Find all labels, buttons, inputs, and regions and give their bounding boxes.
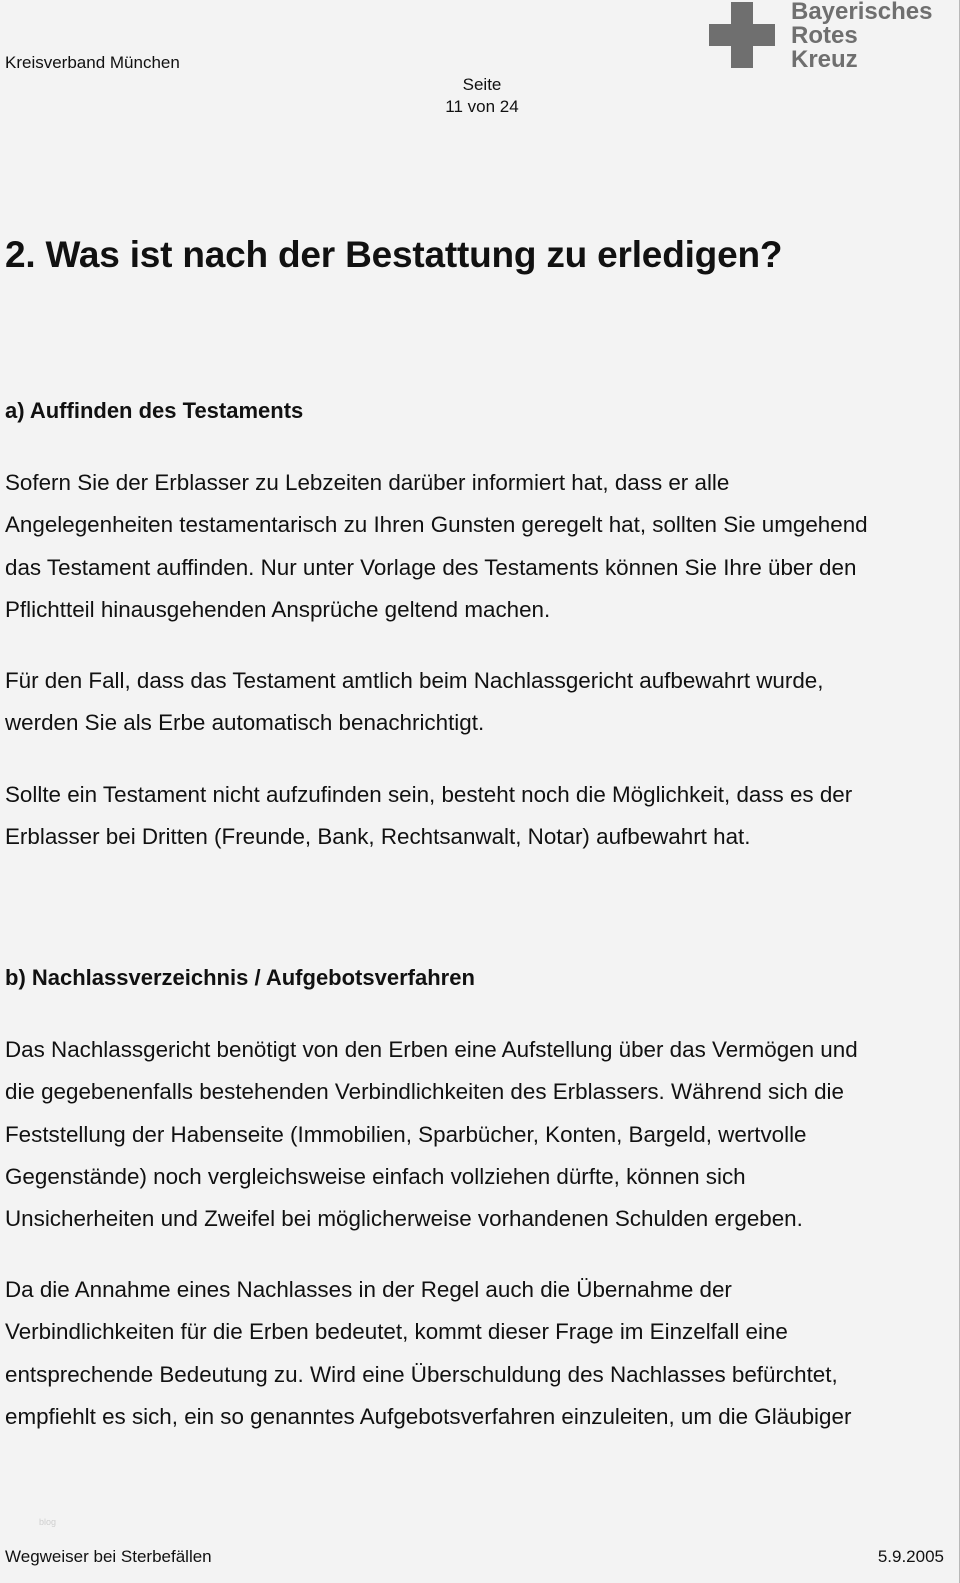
section-b-paragraph-2	[5, 1269, 950, 1438]
text-line: Das Nachlassgericht benötigt von den Erben eine Aufstellung über das Vermögen und	[5, 1037, 858, 1062]
watermark: blog	[39, 1517, 57, 1527]
text-line: die gegebenenfalls bestehenden Verbindlichkeiten des Erblassers. Während sich die	[5, 1079, 844, 1105]
footer-document-title: Wegweiser bei Sterbefällen	[5, 1547, 212, 1566]
logo-text	[791, 0, 932, 72]
cross-icon	[709, 2, 775, 68]
brk-logo	[709, 0, 949, 72]
text-line: Erblasser bei Dritten (Freunde, Bank, Rechtsanwalt, Notar) aufbewahrt hat.	[5, 824, 751, 850]
logo-line-1: Bayerisches	[791, 0, 933, 25]
organization-name: Kreisverband München	[5, 53, 180, 72]
section-b-heading: b) Nachlassverzeichnis / Aufgebotsverfahren	[5, 965, 475, 990]
page-count: 11 von 24	[445, 97, 519, 116]
logo-line-3: Kreuz	[791, 46, 858, 73]
text-line: Da die Annahme eines Nachlasses in der Regel auch die Übernahme der	[5, 1277, 732, 1302]
text-line: empfiehlt es sich, ein so genanntes Aufgebotsverfahren einzuleiten, um die Gläubiger	[5, 1403, 852, 1429]
text-line: werden Sie als Erbe automatisch benachrichtigt.	[5, 710, 485, 736]
logo-line-2: Rotes	[791, 22, 858, 49]
text-line: Gegenstände) noch vergleichsweise einfach vollziehen dürfte, können sich	[5, 1163, 746, 1189]
section-a-paragraph-1	[5, 462, 950, 631]
text-line: das Testament auffinden. Nur unter Vorlage des Testaments können Sie Ihre über den	[5, 554, 857, 580]
text-line: Sollte ein Testament nicht aufzufinden sein, besteht noch die Möglichkeit, dass es der	[5, 782, 853, 807]
page-title: 2. Was ist nach der Bestattung zu erledigen?	[5, 234, 783, 275]
text-line: Für den Fall, dass das Testament amtlich beim Nachlassgericht aufbewahrt wurde,	[5, 668, 824, 693]
text-line: Angelegenheiten testamentarisch zu Ihren Gunsten geregelt hat, sollten Sie umgehend	[5, 512, 868, 538]
text-line: Verbindlichkeiten für die Erben bedeutet, kommt dieser Frage im Einzelfall eine	[5, 1319, 788, 1345]
text-line: Feststellung der Habenseite (Immobilien, Sparbücher, Konten, Bargeld, wertvolle	[5, 1121, 807, 1147]
section-a-paragraph-3	[5, 774, 950, 859]
text-line: entsprechende Bedeutung zu. Wird eine Überschuldung des Nachlasses befürchtet,	[5, 1361, 838, 1387]
page-number	[382, 74, 582, 118]
text-line: Unsicherheiten und Zweifel bei möglicherweise vorhandenen Schulden ergeben.	[5, 1206, 803, 1232]
text-line: Sofern Sie der Erblasser zu Lebzeiten darüber informiert hat, dass er alle	[5, 470, 730, 495]
footer-date: 5.9.2005	[877, 1547, 944, 1566]
page-label: Seite	[462, 75, 502, 94]
section-b-paragraph-1	[5, 1029, 950, 1240]
section-a-heading: a) Auffinden des Testaments	[5, 398, 304, 423]
text-line: Pflichtteil hinausgehenden Ansprüche geltend machen.	[5, 596, 551, 622]
section-a-paragraph-2	[5, 660, 950, 745]
